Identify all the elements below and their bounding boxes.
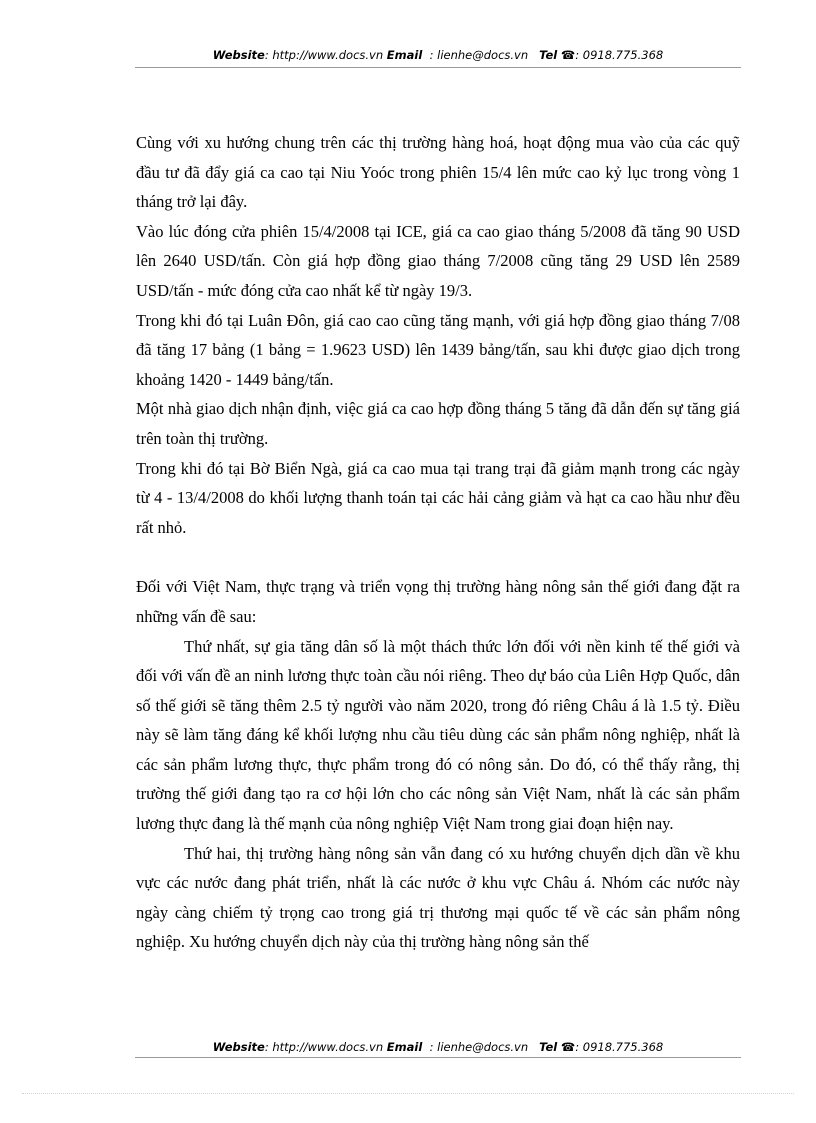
footer-phone-icon: ☎ bbox=[560, 1040, 576, 1054]
footer-tel-value: : 0918.775.368 bbox=[575, 1040, 664, 1054]
document-body bbox=[136, 128, 740, 957]
paragraph-3: Trong khi đó tại Luân Đôn, giá cao cao cũng tăng mạnh, với giá hợp đồng giao tháng 7/08 đã tăng 17 bảng (1 bảng = 1.9623 USD) lên 1439 bảng/tấn, sau khi được giao dịch trong khoảng 1420 - 1449 bảng/tấn. bbox=[136, 310, 740, 389]
website-url[interactable]: : http://www.docs.vn bbox=[264, 48, 384, 62]
tel-value: : 0918.775.368 bbox=[575, 48, 664, 62]
paragraph-2: Vào lúc đóng cửa phiên 15/4/2008 tại ICE, giá ca cao giao tháng 5/2008 đã tăng 90 USD lên 2640 USD/tấn. Còn giá hợp đồng giao tháng 7/2008 cũng tăng 29 USD lên 2589 USD/tấn - mức đóng cửa cao nhất kể từ ngày 19/3. bbox=[136, 221, 740, 300]
paragraph-8: Thứ hai, thị trường hàng nông sản vẫn đang có xu hướng chuyển dịch dần về khu vực các nước đang phát triển, nhất là các nước ở khu vực Châu á. Nhóm các nước này ngày càng chiếm tỷ trọng cao trong giá trị thương mại quốc tế về các sản phẩm nông nghiệp. Xu hướng chuyển dịch này của thị trường hàng nông sản thế bbox=[136, 843, 740, 952]
paragraph-spacer bbox=[136, 542, 740, 572]
website-label: Website bbox=[212, 48, 265, 62]
email-label: Email bbox=[386, 48, 423, 62]
paragraph-1: Cùng với xu hướng chung trên các thị trường hàng hoá, hoạt động mua vào của các quỹ đầu tư đã đẩy giá ca cao tại Niu Yoóc trong phiên 15/4 lên mức cao kỷ lục trong vòng 1 tháng trở lại đây. bbox=[136, 133, 740, 212]
footer-email-label: Email bbox=[386, 1040, 423, 1054]
email-value[interactable]: : lienhe@docs.vn bbox=[429, 48, 529, 62]
page-bottom-boundary bbox=[22, 1093, 794, 1094]
footer-tel-label: Tel bbox=[539, 1040, 558, 1054]
paragraph-5: Trong khi đó tại Bờ Biển Ngà, giá ca cao mua tại trang trại đã giảm mạnh trong các ngày từ 4 - 13/4/2008 do khối lượng thanh toán tại các hải cảng giảm và hạt ca cao hầu như đều rất nhỏ. bbox=[136, 458, 740, 537]
page-header bbox=[135, 47, 741, 63]
header-divider bbox=[135, 67, 741, 68]
paragraph-4: Một nhà giao dịch nhận định, việc giá ca cao hợp đồng tháng 5 tăng đã dẫn đến sự tăng giá trên toàn thị trường. bbox=[136, 399, 740, 448]
phone-icon: ☎ bbox=[560, 48, 576, 62]
tel-label: Tel bbox=[539, 48, 558, 62]
paragraph-7: Thứ nhất, sự gia tăng dân số là một thách thức lớn đối với nền kinh tế thế giới và đối với vấn đề an ninh lương thực toàn cầu nói riêng. Theo dự báo của Liên Hợp Quốc, dân số thế giới sẽ tăng thêm 2.5 tỷ người vào năm 2020, trong đó riêng Châu á là 1.5 tỷ. Điều này sẽ làm tăng đáng kể khối lượng nhu cầu tiêu dùng các sản phẩm nông nghiệp, nhất là các sản phẩm lương thực, thực phẩm trong đó có nông sản. Do đó, có thể thấy rằng, thị trường thế giới đang tạo ra cơ hội lớn cho các nông sản Việt Nam, nhất là các sản phẩm lương thực đang là thế mạnh của nông nghiệp Việt Nam trong giai đoạn hiện nay. bbox=[136, 636, 740, 834]
paragraph-6: Đối với Việt Nam, thực trạng và triển vọng thị trường hàng nông sản thế giới đang đặt ra những vấn đề sau: bbox=[136, 577, 740, 626]
footer-website-url[interactable]: : http://www.docs.vn bbox=[264, 1040, 384, 1054]
page-footer bbox=[135, 1039, 741, 1055]
footer-email-value[interactable]: : lienhe@docs.vn bbox=[429, 1040, 529, 1054]
footer-divider bbox=[135, 1057, 741, 1058]
footer-website-label: Website bbox=[212, 1040, 265, 1054]
